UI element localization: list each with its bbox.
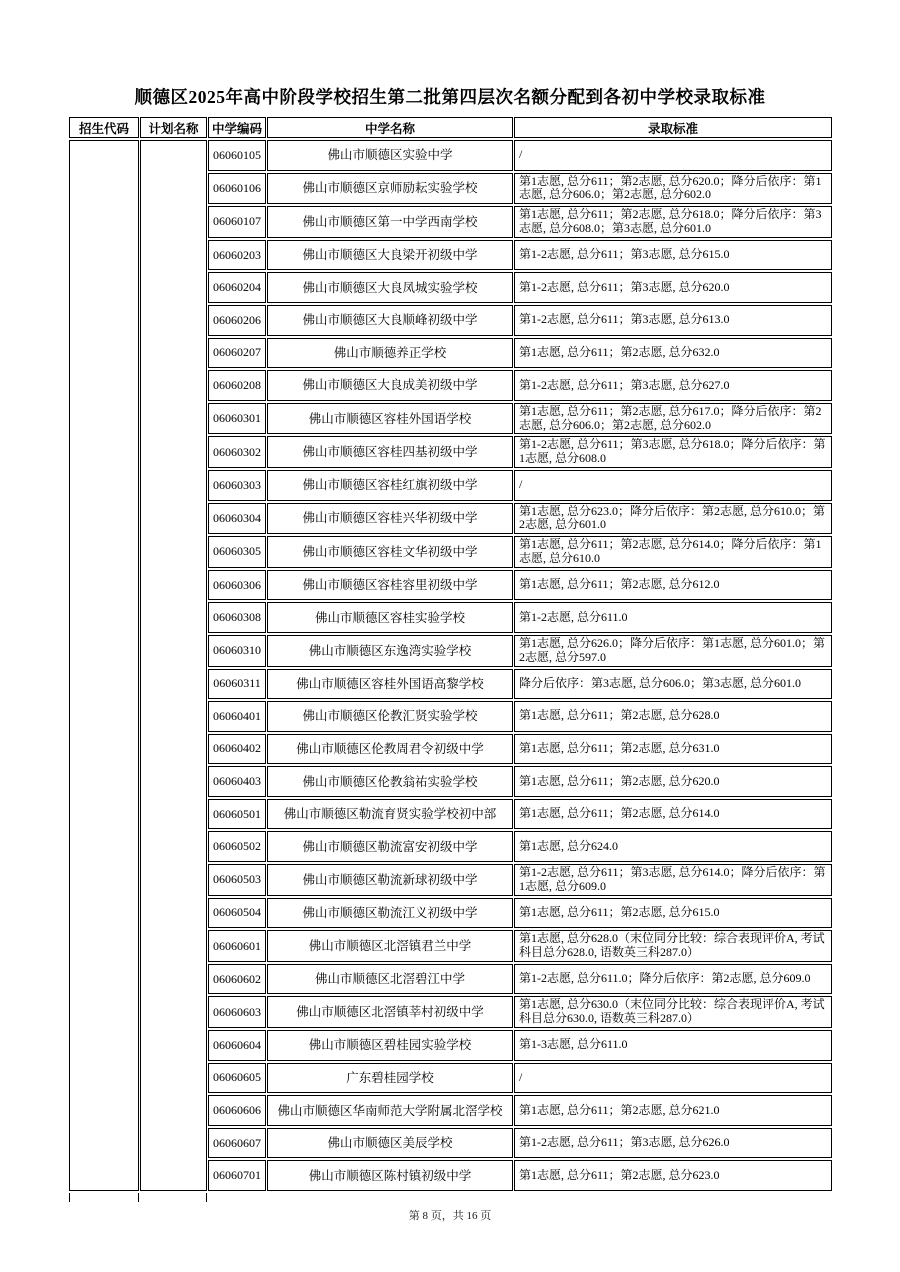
admission-standard-cell: 第1志愿, 总分626.0；降分后依序：第1志愿, 总分601.0；第2志愿, 总分597.0: [514, 635, 832, 667]
admission-standard-cell: /: [514, 140, 832, 171]
admission-standard-cell: 第1志愿, 总分611；第2志愿, 总分620.0: [514, 766, 832, 797]
school-name-cell: 佛山市顺德区勒流新球初级中学: [267, 864, 513, 896]
school-name-cell: 佛山市顺德区美辰学校: [267, 1128, 513, 1159]
admission-standard-cell: 第1志愿, 总分611；第2志愿, 总分615.0: [514, 898, 832, 929]
school-code-cell: 06060306: [208, 570, 266, 601]
school-name-cell: 佛山市顺德区碧桂园实验学校: [267, 1030, 513, 1061]
admission-standard-cell: 第1-2志愿, 总分611；第3志愿, 总分627.0: [514, 370, 832, 401]
admission-standard-cell: 第1志愿, 总分630.0（末位同分比较：综合表现评价A, 考试科目总分630.0, 语数英三科287.0）: [514, 996, 832, 1028]
school-name-cell: 佛山市顺德区东逸湾实验学校: [267, 635, 513, 667]
school-name-cell: 佛山市顺德区北滘镇莘村初级中学: [267, 996, 513, 1028]
column-header: 中学名称: [267, 117, 513, 138]
school-code-cell: 06060503: [208, 864, 266, 896]
admission-standard-cell: 降分后依序：第3志愿, 总分606.0；第3志愿, 总分601.0: [514, 669, 832, 700]
school-code-cell: 06060603: [208, 996, 266, 1028]
admission-standard-cell: 第1志愿, 总分628.0（末位同分比较：综合表现评价A, 考试科目总分628.0, 语数英三科287.0）: [514, 930, 832, 962]
school-code-cell: 06060107: [208, 206, 266, 238]
admission-standard-cell: 第1-2志愿, 总分611；第3志愿, 总分613.0: [514, 305, 832, 336]
admission-standard-cell: 第1-2志愿, 总分611；第3志愿, 总分618.0；降分后依序：第1志愿, 总分608.0: [514, 436, 832, 468]
school-code-cell: 06060502: [208, 831, 266, 862]
school-code-cell: 06060606: [208, 1095, 266, 1126]
column-header: 录取标准: [514, 117, 832, 138]
school-name-cell: 佛山市顺德区伦教汇贤实验学校: [267, 701, 513, 732]
table-body: [69, 140, 832, 1191]
admission-standard-cell: 第1-2志愿, 总分611；第3志愿, 总分614.0；降分后依序：第1志愿, 总分609.0: [514, 864, 832, 896]
admission-standard-cell: 第1-2志愿, 总分611；第3志愿, 总分620.0: [514, 272, 832, 303]
school-code-cell: 06060303: [208, 470, 266, 501]
admission-standard-cell: 第1-3志愿, 总分611.0: [514, 1030, 832, 1061]
school-code-cell: 06060203: [208, 240, 266, 271]
enrollment-code-merged-cell: [69, 140, 139, 1191]
admission-standard-cell: 第1-2志愿, 总分611；第3志愿, 总分626.0: [514, 1128, 832, 1159]
table-continuation-line: [138, 1193, 139, 1202]
school-name-cell: 佛山市顺德区北滘碧江中学: [267, 964, 513, 995]
school-name-cell: 佛山市顺德区大良梁开初级中学: [267, 240, 513, 271]
school-name-cell: 佛山市顺德区容桂实验学校: [267, 602, 513, 633]
school-code-cell: 06060402: [208, 734, 266, 765]
school-code-cell: 06060403: [208, 766, 266, 797]
school-code-cell: 06060504: [208, 898, 266, 929]
school-code-cell: 06060308: [208, 602, 266, 633]
school-name-cell: 佛山市顺德区容桂四基初级中学: [267, 436, 513, 468]
school-code-cell: 06060501: [208, 799, 266, 830]
admission-standard-cell: 第1志愿, 总分611；第2志愿, 总分628.0: [514, 701, 832, 732]
admission-standard-cell: 第1-2志愿, 总分611.0；降分后依序：第2志愿, 总分609.0: [514, 964, 832, 995]
school-name-cell: 佛山市顺德区伦教翁祐实验学校: [267, 766, 513, 797]
school-name-cell: 佛山市顺德区第一中学西南学校: [267, 206, 513, 238]
school-code-cell: 06060701: [208, 1160, 266, 1191]
admission-standard-cell: 第1志愿, 总分611；第2志愿, 总分617.0；降分后依序：第2志愿, 总分606.0；第2志愿, 总分602.0: [514, 403, 832, 435]
school-code-cell: 06060601: [208, 930, 266, 962]
school-name-cell: 佛山市顺德养正学校: [267, 338, 513, 369]
school-name-cell: 佛山市顺德区伦教周君令初级中学: [267, 734, 513, 765]
admission-standard-cell: 第1志愿, 总分611；第2志愿, 总分618.0；降分后依序：第3志愿, 总分608.0；第3志愿, 总分601.0: [514, 206, 832, 238]
school-code-cell: 06060207: [208, 338, 266, 369]
school-name-cell: 佛山市顺德区陈村镇初级中学: [267, 1160, 513, 1191]
school-name-cell: 佛山市顺德区容桂外国语高黎学校: [267, 669, 513, 700]
school-name-cell: 佛山市顺德区勒流富安初级中学: [267, 831, 513, 862]
table-continuation-line: [206, 1193, 207, 1202]
school-name-cell: 佛山市顺德区容桂兴华初级中学: [267, 503, 513, 535]
school-code-cell: 06060206: [208, 305, 266, 336]
plan-name-merged-cell: [140, 140, 207, 1191]
school-name-cell: 佛山市顺德区容桂外国语学校: [267, 403, 513, 435]
school-name-cell: 佛山市顺德区实验中学: [267, 140, 513, 171]
school-name-cell: 佛山市顺德区容桂文华初级中学: [267, 536, 513, 568]
school-code-cell: 06060105: [208, 140, 266, 171]
admission-standard-cell: 第1-2志愿, 总分611；第3志愿, 总分615.0: [514, 240, 832, 271]
school-code-cell: 06060106: [208, 173, 266, 205]
school-name-cell: 广东碧桂园学校: [267, 1063, 513, 1094]
admission-standard-cell: 第1-2志愿, 总分611.0: [514, 602, 832, 633]
admission-table-wrap: [68, 115, 833, 1193]
admission-standard-cell: 第1志愿, 总分623.0；降分后依序：第2志愿, 总分610.0；第2志愿, 总分601.0: [514, 503, 832, 535]
page-footer: 第 8 页，共 16 页: [408, 1210, 492, 1222]
admission-standard-cell: 第1志愿, 总分611；第2志愿, 总分621.0: [514, 1095, 832, 1126]
school-name-cell: 佛山市顺德区京师励耘实验学校: [267, 173, 513, 205]
admission-standard-cell: 第1志愿, 总分624.0: [514, 831, 832, 862]
school-code-cell: 06060401: [208, 701, 266, 732]
table-continuation-line: [69, 1193, 70, 1202]
school-name-cell: 佛山市顺德区勒流江义初级中学: [267, 898, 513, 929]
column-header: 招生代码: [69, 117, 139, 138]
admission-standard-cell: 第1志愿, 总分611；第2志愿, 总分612.0: [514, 570, 832, 601]
admission-standard-cell: 第1志愿, 总分611；第2志愿, 总分632.0: [514, 338, 832, 369]
page-title: 顺德区2025年高中阶段学校招生第二批第四层次名额分配到各初中学校录取标准: [134, 87, 766, 107]
column-header: 中学编码: [208, 117, 266, 138]
school-name-cell: 佛山市顺德区容桂容里初级中学: [267, 570, 513, 601]
school-name-cell: 佛山市顺德区北滘镇君兰中学: [267, 930, 513, 962]
school-code-cell: 06060605: [208, 1063, 266, 1094]
admission-table: [68, 115, 833, 1193]
school-code-cell: 06060304: [208, 503, 266, 535]
admission-standard-cell: 第1志愿, 总分611；第2志愿, 总分623.0: [514, 1160, 832, 1191]
school-name-cell: 佛山市顺德区大良成美初级中学: [267, 370, 513, 401]
school-name-cell: 佛山市顺德区勒流育贤实验学校初中部: [267, 799, 513, 830]
school-code-cell: 06060204: [208, 272, 266, 303]
admission-standard-cell: 第1志愿, 总分611；第2志愿, 总分620.0；降分后依序：第1志愿, 总分606.0；第2志愿, 总分602.0: [514, 173, 832, 205]
school-code-cell: 06060310: [208, 635, 266, 667]
school-name-cell: 佛山市顺德区华南师范大学附属北滘学校: [267, 1095, 513, 1126]
school-name-cell: 佛山市顺德区大良顺峰初级中学: [267, 305, 513, 336]
table-row: [69, 140, 832, 171]
admission-standard-cell: /: [514, 1063, 832, 1094]
table-header-row: [69, 117, 832, 138]
school-code-cell: 06060602: [208, 964, 266, 995]
admission-standard-cell: /: [514, 470, 832, 501]
school-code-cell: 06060301: [208, 403, 266, 435]
school-name-cell: 佛山市顺德区容桂红旗初级中学: [267, 470, 513, 501]
school-code-cell: 06060311: [208, 669, 266, 700]
school-code-cell: 06060208: [208, 370, 266, 401]
school-code-cell: 06060604: [208, 1030, 266, 1061]
admission-standard-cell: 第1志愿, 总分611；第2志愿, 总分614.0: [514, 799, 832, 830]
school-name-cell: 佛山市顺德区大良凤城实验学校: [267, 272, 513, 303]
admission-standard-cell: 第1志愿, 总分611；第2志愿, 总分631.0: [514, 734, 832, 765]
school-code-cell: 06060302: [208, 436, 266, 468]
admission-standard-cell: 第1志愿, 总分611；第2志愿, 总分614.0；降分后依序：第1志愿, 总分610.0: [514, 536, 832, 568]
school-code-cell: 06060607: [208, 1128, 266, 1159]
column-header: 计划名称: [140, 117, 207, 138]
school-code-cell: 06060305: [208, 536, 266, 568]
